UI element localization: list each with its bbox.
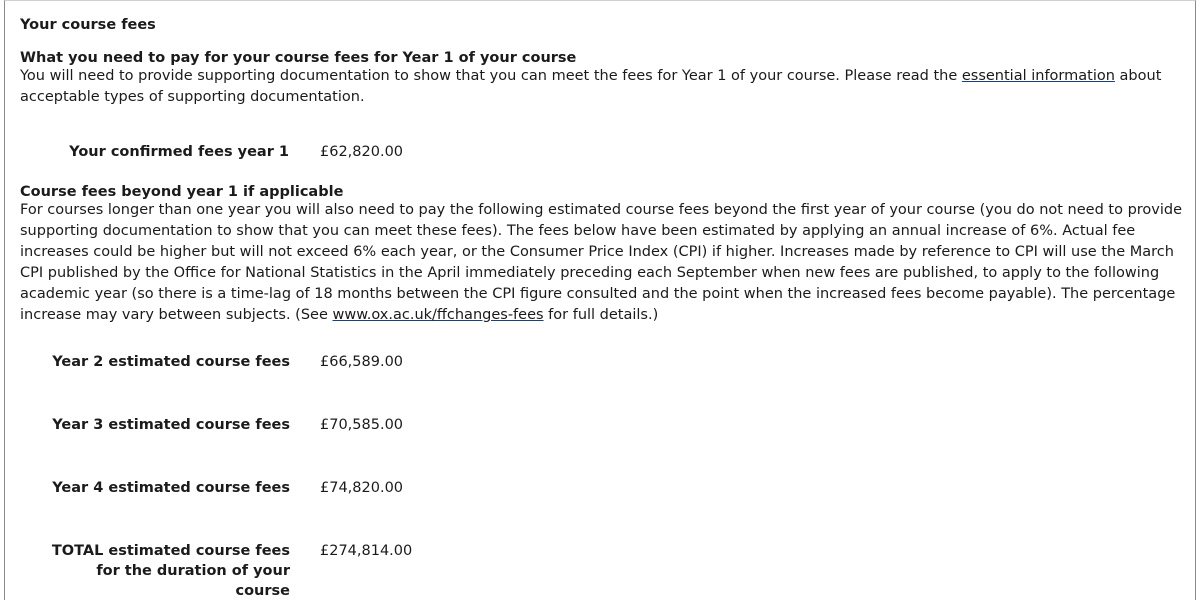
year1-text-after-link: about acceptable types of supporting documentation.	[20, 68, 1162, 105]
year2-fees-value: £66,589.00	[320, 354, 404, 370]
beyond-year1-section	[20, 184, 1190, 326]
page-heading: Your course fees	[20, 17, 156, 33]
year1-section-title: What you need to pay for your course fees for Year 1 of your course	[20, 50, 577, 66]
year1-section-text	[20, 66, 1190, 108]
year3-fees-value: £70,585.00	[320, 417, 404, 433]
confirmed-fees-label: Your confirmed fees year 1	[69, 144, 289, 160]
beyond-text-after-link: for full details.)	[543, 307, 659, 323]
year1-text-before-link: You will need to provide supporting documentation to show that you can meet the fees for Year 1 of your course. Please read the	[20, 68, 962, 84]
beyond-section-text	[20, 200, 1190, 326]
year2-fees-label: Year 2 estimated course fees	[52, 354, 290, 370]
ffchanges-fees-link[interactable]: www.ox.ac.uk/ffchanges-fees	[332, 307, 544, 323]
total-fees-value: £274,814.00	[320, 543, 413, 559]
year3-fees-label: Year 3 estimated course fees	[52, 417, 290, 433]
essential-information-link[interactable]: essential information	[961, 68, 1115, 84]
confirmed-fees-value: £62,820.00	[320, 144, 404, 160]
year1-section	[20, 50, 1190, 108]
beyond-text-before-link: For courses longer than one year you will also need to pay the following estimated course fees beyond the first year of your course (you do not need to provide supporting documentation to show that you can meet these fees). The fees below have been estimated by applying an annual increase of 6%. Actual fee increases could be higher but will not exceed 6% each year, or the Consumer Price Index (CPI) if higher. Increases made by reference to CPI will use the March CPI published by the Office for National Statistics in the April immediately preceding each September when new fees are published, to apply to the following academic year (so there is a time-lag of 18 months between the CPI figure consulted and the point when the increased fees become payable). The percentage increase may vary between subjects. (See	[20, 202, 1183, 323]
year4-fees-label: Year 4 estimated course fees	[52, 480, 290, 496]
year4-fees-value: £74,820.00	[320, 480, 404, 496]
total-fees-label: TOTAL estimated course fees for the duration of your course	[51, 543, 290, 599]
beyond-section-title: Course fees beyond year 1 if applicable	[20, 184, 344, 200]
fees-panel	[4, 0, 1196, 600]
